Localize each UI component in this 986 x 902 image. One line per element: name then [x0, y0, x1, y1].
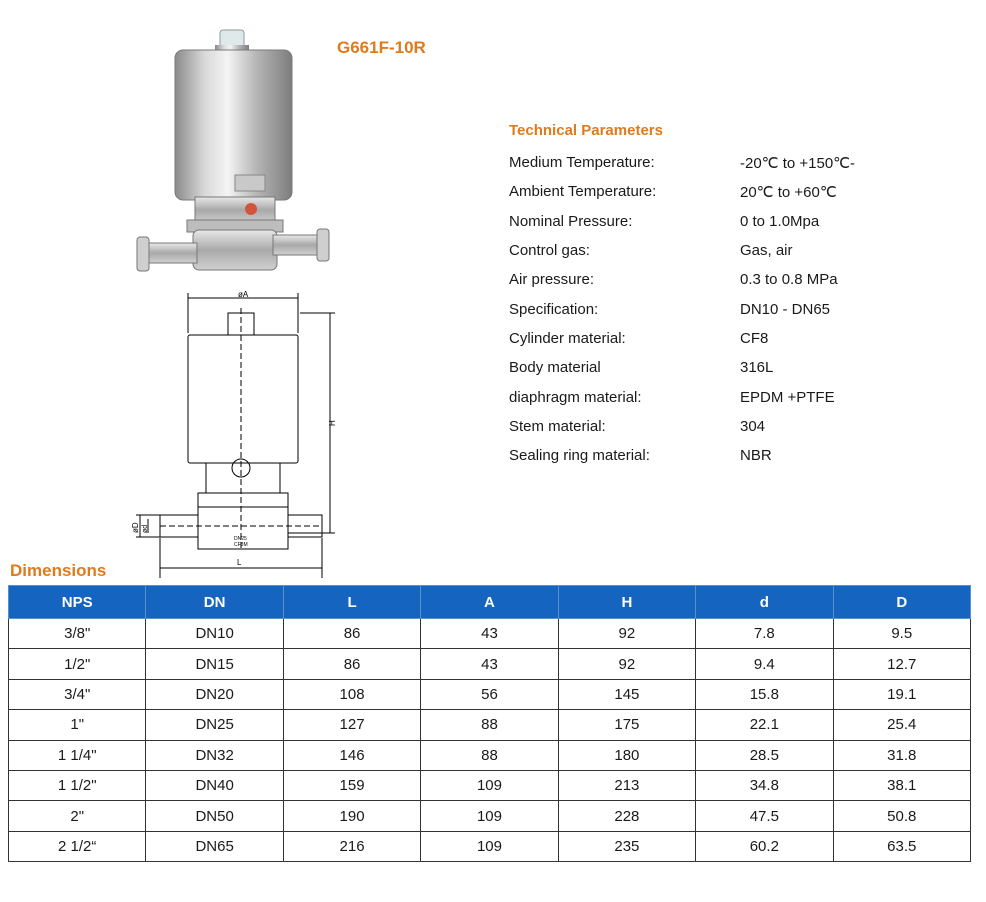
- table-cell: 88: [421, 710, 558, 740]
- param-label: Specification:: [509, 300, 599, 318]
- table-cell: 92: [558, 619, 695, 649]
- param-row: [509, 294, 969, 323]
- param-row: [509, 412, 969, 441]
- table-row: [9, 710, 971, 740]
- table-cell: 88: [421, 740, 558, 770]
- table-cell: 109: [421, 831, 558, 861]
- table-cell: 92: [558, 649, 695, 679]
- table-cell: 235: [558, 831, 695, 861]
- table-cell: 7.8: [696, 619, 833, 649]
- table-cell: 109: [421, 801, 558, 831]
- tech-params-list: [509, 148, 969, 470]
- column-header: H: [558, 586, 695, 619]
- body-mark-material: CF8M: [234, 542, 248, 548]
- table-cell: 127: [283, 710, 420, 740]
- param-label: Ambient Temperature:: [509, 183, 657, 201]
- table-cell: DN20: [146, 679, 283, 709]
- table-cell: 12.7: [833, 649, 970, 679]
- param-label: Nominal Pressure:: [509, 212, 633, 230]
- valve-photo: [135, 25, 330, 290]
- param-label: Stem material:: [509, 417, 606, 435]
- table-cell: 2": [9, 801, 146, 831]
- label-h: H: [328, 420, 337, 426]
- table-cell: 213: [558, 770, 695, 800]
- table-cell: 3/4": [9, 679, 146, 709]
- param-value: 0 to 1.0Mpa: [740, 212, 820, 230]
- table-cell: 228: [558, 801, 695, 831]
- table-cell: 1 1/4": [9, 740, 146, 770]
- param-value: -20℃ to +150℃-: [740, 154, 855, 172]
- table-cell: 1/2": [9, 649, 146, 679]
- param-row: [509, 353, 969, 382]
- table-cell: 28.5: [696, 740, 833, 770]
- param-row: [509, 148, 969, 177]
- table-cell: 43: [421, 649, 558, 679]
- column-header: DN: [146, 586, 283, 619]
- table-cell: 190: [283, 801, 420, 831]
- param-value: CF8: [740, 329, 769, 347]
- body-mark-size: DN25: [234, 536, 247, 542]
- table-cell: DN50: [146, 801, 283, 831]
- label-l: L: [237, 558, 242, 567]
- table-cell: DN40: [146, 770, 283, 800]
- dimensions-title: Dimensions: [10, 561, 107, 580]
- param-value: 304: [740, 417, 766, 435]
- param-row: [509, 265, 969, 294]
- param-label: Air pressure:: [509, 271, 595, 289]
- table-cell: 38.1: [833, 770, 970, 800]
- table-cell: DN25: [146, 710, 283, 740]
- column-header: L: [283, 586, 420, 619]
- dimension-drawing: [130, 288, 345, 578]
- column-header: d: [696, 586, 833, 619]
- param-value: DN10 - DN65: [740, 300, 831, 318]
- table-cell: 159: [283, 770, 420, 800]
- table-row: [9, 649, 971, 679]
- table-cell: 108: [283, 679, 420, 709]
- table-cell: 145: [558, 679, 695, 709]
- table-cell: 146: [283, 740, 420, 770]
- label-a: øA: [238, 290, 249, 299]
- table-cell: 60.2: [696, 831, 833, 861]
- param-value: NBR: [740, 447, 772, 465]
- param-label: Cylinder material:: [509, 329, 626, 347]
- model-title: G661F-10R: [337, 38, 426, 57]
- table-cell: 19.1: [833, 679, 970, 709]
- param-value: Gas, air: [740, 242, 793, 260]
- table-cell: 31.8: [833, 740, 970, 770]
- param-row: [509, 236, 969, 265]
- table-row: [9, 831, 971, 861]
- table-cell: DN32: [146, 740, 283, 770]
- table-cell: 15.8: [696, 679, 833, 709]
- table-cell: DN15: [146, 649, 283, 679]
- param-label: Control gas:: [509, 242, 590, 260]
- table-cell: 175: [558, 710, 695, 740]
- table-cell: 216: [283, 831, 420, 861]
- table-cell: 1": [9, 710, 146, 740]
- column-header: D: [833, 586, 970, 619]
- table-row: [9, 770, 971, 800]
- label-d-inner: ød: [142, 524, 149, 533]
- param-value: 0.3 to 0.8 MPa: [740, 271, 838, 289]
- table-cell: 109: [421, 770, 558, 800]
- column-header: NPS: [9, 586, 146, 619]
- param-row: [509, 382, 969, 411]
- table-cell: 22.1: [696, 710, 833, 740]
- param-value: 20℃ to +60℃: [740, 183, 837, 201]
- param-label: diaphragm material:: [509, 388, 642, 406]
- table-cell: DN65: [146, 831, 283, 861]
- table-cell: 63.5: [833, 831, 970, 861]
- column-header: A: [421, 586, 558, 619]
- param-row: [509, 441, 969, 470]
- param-row: [509, 324, 969, 353]
- table-row: [9, 801, 971, 831]
- param-label: Sealing ring material:: [509, 447, 650, 465]
- table-cell: 34.8: [696, 770, 833, 800]
- table-cell: 1 1/2": [9, 770, 146, 800]
- table-cell: 56: [421, 679, 558, 709]
- param-value: 316L: [740, 359, 774, 377]
- table-cell: 50.8: [833, 801, 970, 831]
- table-cell: 47.5: [696, 801, 833, 831]
- table-cell: 3/8": [9, 619, 146, 649]
- table-cell: 86: [283, 619, 420, 649]
- param-label: Medium Temperature:: [509, 154, 655, 172]
- table-cell: 25.4: [833, 710, 970, 740]
- table-cell: 2 1/2“: [9, 831, 146, 861]
- table-cell: 9.4: [696, 649, 833, 679]
- label-d-outer: øD: [131, 522, 140, 533]
- param-row: [509, 207, 969, 236]
- dimensions-table: [8, 585, 971, 862]
- table-cell: 43: [421, 619, 558, 649]
- table-cell: 9.5: [833, 619, 970, 649]
- table-header-row: [9, 586, 971, 619]
- table-cell: 86: [283, 649, 420, 679]
- tech-params-title: Technical Parameters: [509, 122, 663, 139]
- param-row: [509, 177, 969, 206]
- table-row: [9, 619, 971, 649]
- param-label: Body material: [509, 359, 601, 377]
- table-row: [9, 679, 971, 709]
- table-cell: DN10: [146, 619, 283, 649]
- param-value: EPDM +PTFE: [740, 388, 835, 406]
- table-row: [9, 740, 971, 770]
- table-cell: 180: [558, 740, 695, 770]
